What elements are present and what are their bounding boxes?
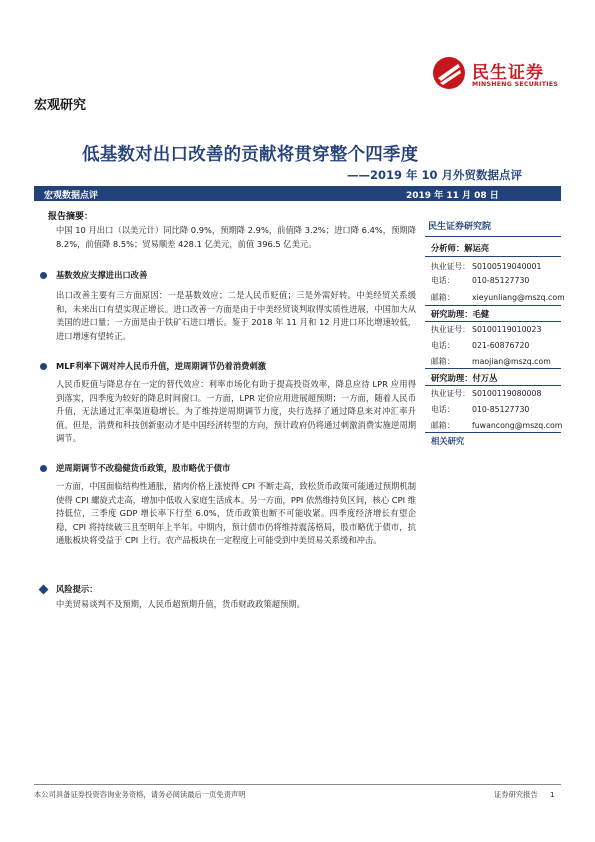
category-bar (34, 186, 561, 201)
divider (425, 385, 561, 386)
analyst-email[interactable]: 邮箱： fuwancong@mszq.com (431, 421, 563, 430)
intro-paragraph: 中国 10 月出口（以美元计）同比降 0.9%，预期降 2.9%，前值降 3.2%；进口降 6.4%，预期降 8.2%，前值降 8.5%；贸易顺差 428.1 亿美元，前值 396.5 亿美元。 (56, 225, 416, 249)
research-institute: 民生证券研究院 (428, 222, 492, 232)
report-date: 2019 年 11 月 08 日 (406, 190, 499, 201)
section-body: 人民币贬值与降息存在一定的替代效应：利率市场化有助于提高投资效率，降息应待 LPR 应用得到落实，四季度为较好的降息时间窗口。一方面，LPR 定价应用进展超预期；一方面，随着人民币升值，无法通过汇率渠道稳增长。为了维持逆周期调节力度，央行选择了通过降息来对冲汇率升值。但是，消费和科技创新驱动才是中国经济转型的方向，预计政府仍将通过刺激消费实施逆周期调节。 (56, 379, 416, 444)
footer-divider (34, 784, 561, 785)
divider (425, 305, 561, 306)
report-title: 低基数对出口改善的贡献将贯穿整个四季度 (82, 145, 419, 165)
section-body: 中美贸易谈判不及预期，人民币超预期升值，货币财政政策超预期。 (56, 599, 305, 609)
footer-report-type: 证券研究报告 (494, 790, 538, 799)
page-number: 1 (550, 790, 555, 799)
divider (425, 236, 561, 237)
bullet-dot-icon (40, 465, 47, 472)
analyst-heading: 研究助理：付万丛 (431, 373, 498, 383)
brand-logo (432, 54, 570, 94)
minsheng-logo-icon (432, 56, 466, 90)
bullet-dot-icon (40, 272, 47, 279)
analyst-email[interactable]: 邮箱： maojian@mszq.com (431, 357, 551, 366)
analyst-heading: 分析师：解运亮 (431, 243, 490, 253)
analyst-email[interactable]: 邮箱： xieyunliang@mszq.com (431, 293, 565, 302)
section-heading: 逆周期调节不改稳健货币政策，股市略优于债市 (40, 462, 230, 474)
related-research: 相关研究 (431, 436, 465, 446)
analyst-cert: 执业证号： S0100519040001 (431, 262, 542, 271)
analyst-cert: 执业证号： S0100119080008 (431, 389, 542, 398)
section-body: 出口改善主要有三方面原因：一是基数效应；二是人民币贬值；三是外需好转。中美经贸关系缓和，未来出口有望实现正增长。进口改善一方面是由于中美经贸谈判取得实质性进展，中国加大从美国的进口量；一方面是由于铁矿石进口增长。鉴于 2018 年 11 月和 12 月进口环比增速较低，进口增速有望转正。 (56, 290, 416, 341)
section-label: 宏观研究 (34, 98, 87, 113)
divider (425, 368, 561, 369)
analyst-heading: 研究助理：毛健 (431, 309, 490, 319)
analyst-phone: 电话： 021-60876720 (431, 341, 530, 350)
section-heading: 风险提示： (40, 583, 98, 595)
divider (425, 432, 561, 433)
divider (425, 321, 561, 322)
footer-disclaimer: 本公司具备证券投资咨询业务资格，请务必阅读最后一页免责声明 (34, 790, 246, 799)
analyst-cert: 执业证号： S0100119010023 (431, 325, 542, 334)
summary-label: 报告摘要： (48, 212, 94, 222)
brand-name-en: MINSHENG SECURITIES (472, 81, 559, 88)
report-category: 宏观数据点评 (44, 190, 99, 201)
bullet-diamond-icon (39, 584, 49, 594)
divider (425, 256, 561, 257)
bullet-dot-icon (40, 363, 47, 370)
analyst-phone: 电话： 010-85127730 (431, 405, 530, 414)
section-heading: 基数效应支撑进出口改善 (40, 269, 147, 281)
section-body: 一方面，中国面临结构性通胀，猪肉价格上涨使得 CPI 不断走高，致松货币政策可能通过预期机制使得 CPI 螺旋式走高，增加中低收入家庭生活成本。另一方面，PPI 依然维持负区间，核心 CPI 维持低位，三季度 GDP 增长率下行至 6.0%，货币政策也断不可能收紧。四季度经济增长有望企稳，CPI 将持续破三且至明年上半年。中期内，预计债市仍将维持震荡格局，股市略优于债市，抗通胀板块将受益于 CPI 上行。农产品板块在一定程度上可能受到中美贸易关系缓和冲击。 (56, 481, 416, 546)
report-subtitle: ——2019 年 10 月外贸数据点评 (346, 168, 522, 182)
analyst-phone: 电话： 010-85127730 (431, 276, 530, 285)
section-heading: MLF利率下调对冲人民币升值，逆周期调节仍着消费刺激 (40, 360, 266, 372)
brand-name-cn: 民生证券 (472, 63, 544, 83)
